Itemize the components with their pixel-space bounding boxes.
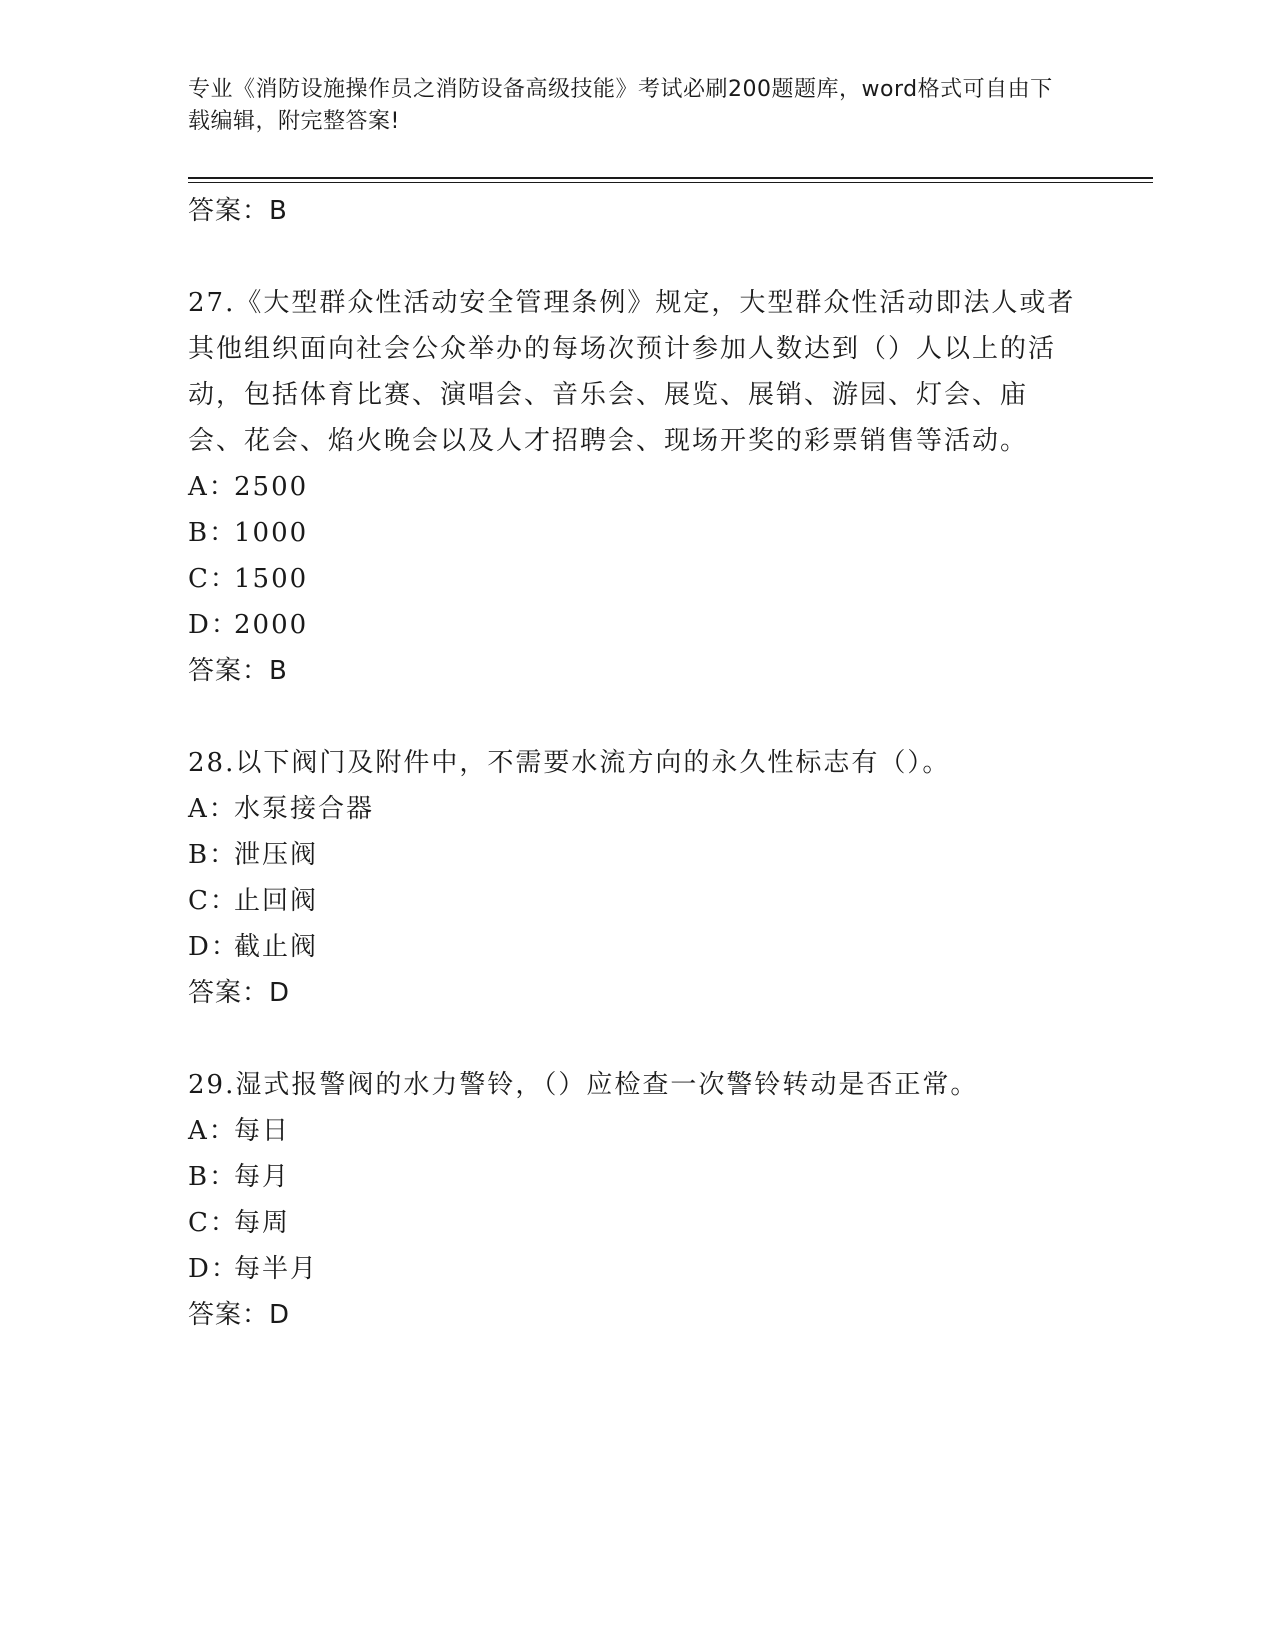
option-key: D：: [188, 1254, 239, 1284]
question-27: [188, 280, 1078, 694]
question-29: [188, 1062, 1078, 1338]
option-key: A：: [188, 794, 237, 824]
option-key: D：: [188, 932, 239, 962]
option-b: [188, 510, 1078, 556]
header-rule: [188, 177, 1153, 179]
option-c: [188, 878, 1078, 924]
option-b: [188, 832, 1078, 878]
option-b: [188, 1154, 1078, 1200]
option-key: B：: [188, 840, 238, 870]
answer: 答案：D: [188, 1300, 291, 1330]
previous-answer: 答案：B: [188, 196, 288, 226]
option-d: [188, 1246, 1078, 1292]
option-a: [188, 1108, 1078, 1154]
option-text: 每周: [234, 1208, 291, 1238]
answer: 答案：B: [188, 656, 288, 686]
question-content: [188, 188, 1078, 1338]
option-key: D：: [188, 610, 239, 640]
option-a: [188, 786, 1078, 832]
page-header: 专业《消防设施操作员之消防设备高级技能》考试必刷200题题库，word格式可自由下载编辑，附完整答案!: [188, 77, 1053, 134]
option-text: 止回阀: [234, 886, 319, 916]
option-text: 每月: [234, 1162, 291, 1192]
option-text: 1000: [234, 518, 309, 548]
question-28: [188, 740, 1078, 1016]
option-a: [188, 464, 1078, 510]
question-stem: 29.湿式报警阀的水力警铃，（）应检查一次警铃转动是否正常。: [188, 1070, 979, 1100]
option-text: 水泵接合器: [234, 794, 375, 824]
option-text: 2000: [234, 610, 309, 640]
option-text: 1500: [234, 564, 309, 594]
option-c: [188, 556, 1078, 602]
option-key: A：: [188, 1116, 237, 1146]
option-key: C：: [188, 564, 238, 594]
question-stem: 28.以下阀门及附件中，不需要水流方向的永久性标志有（）。: [188, 748, 951, 778]
option-key: B：: [188, 1162, 238, 1192]
header-rule-thin: [188, 182, 1153, 183]
option-text: 泄压阀: [234, 840, 319, 870]
option-text: 每日: [234, 1116, 291, 1146]
option-text: 截止阀: [234, 932, 319, 962]
option-d: [188, 602, 1078, 648]
answer: 答案：D: [188, 978, 291, 1008]
option-text: 2500: [234, 472, 309, 502]
option-key: C：: [188, 1208, 238, 1238]
option-d: [188, 924, 1078, 970]
option-key: C：: [188, 886, 238, 916]
question-stem: 27.《大型群众性活动安全管理条例》规定，大型群众性活动即法人或者其他组织面向社会公众举办的每场次预计参加人数达到（）人以上的活动，包括体育比赛、演唱会、音乐会、展览、展销、游园、灯会、庙会、花会、焰火晚会以及人才招聘会、现场开奖的彩票销售等活动。: [188, 288, 1076, 456]
option-key: B：: [188, 518, 238, 548]
option-c: [188, 1200, 1078, 1246]
option-key: A：: [188, 472, 237, 502]
option-text: 每半月: [234, 1254, 319, 1284]
